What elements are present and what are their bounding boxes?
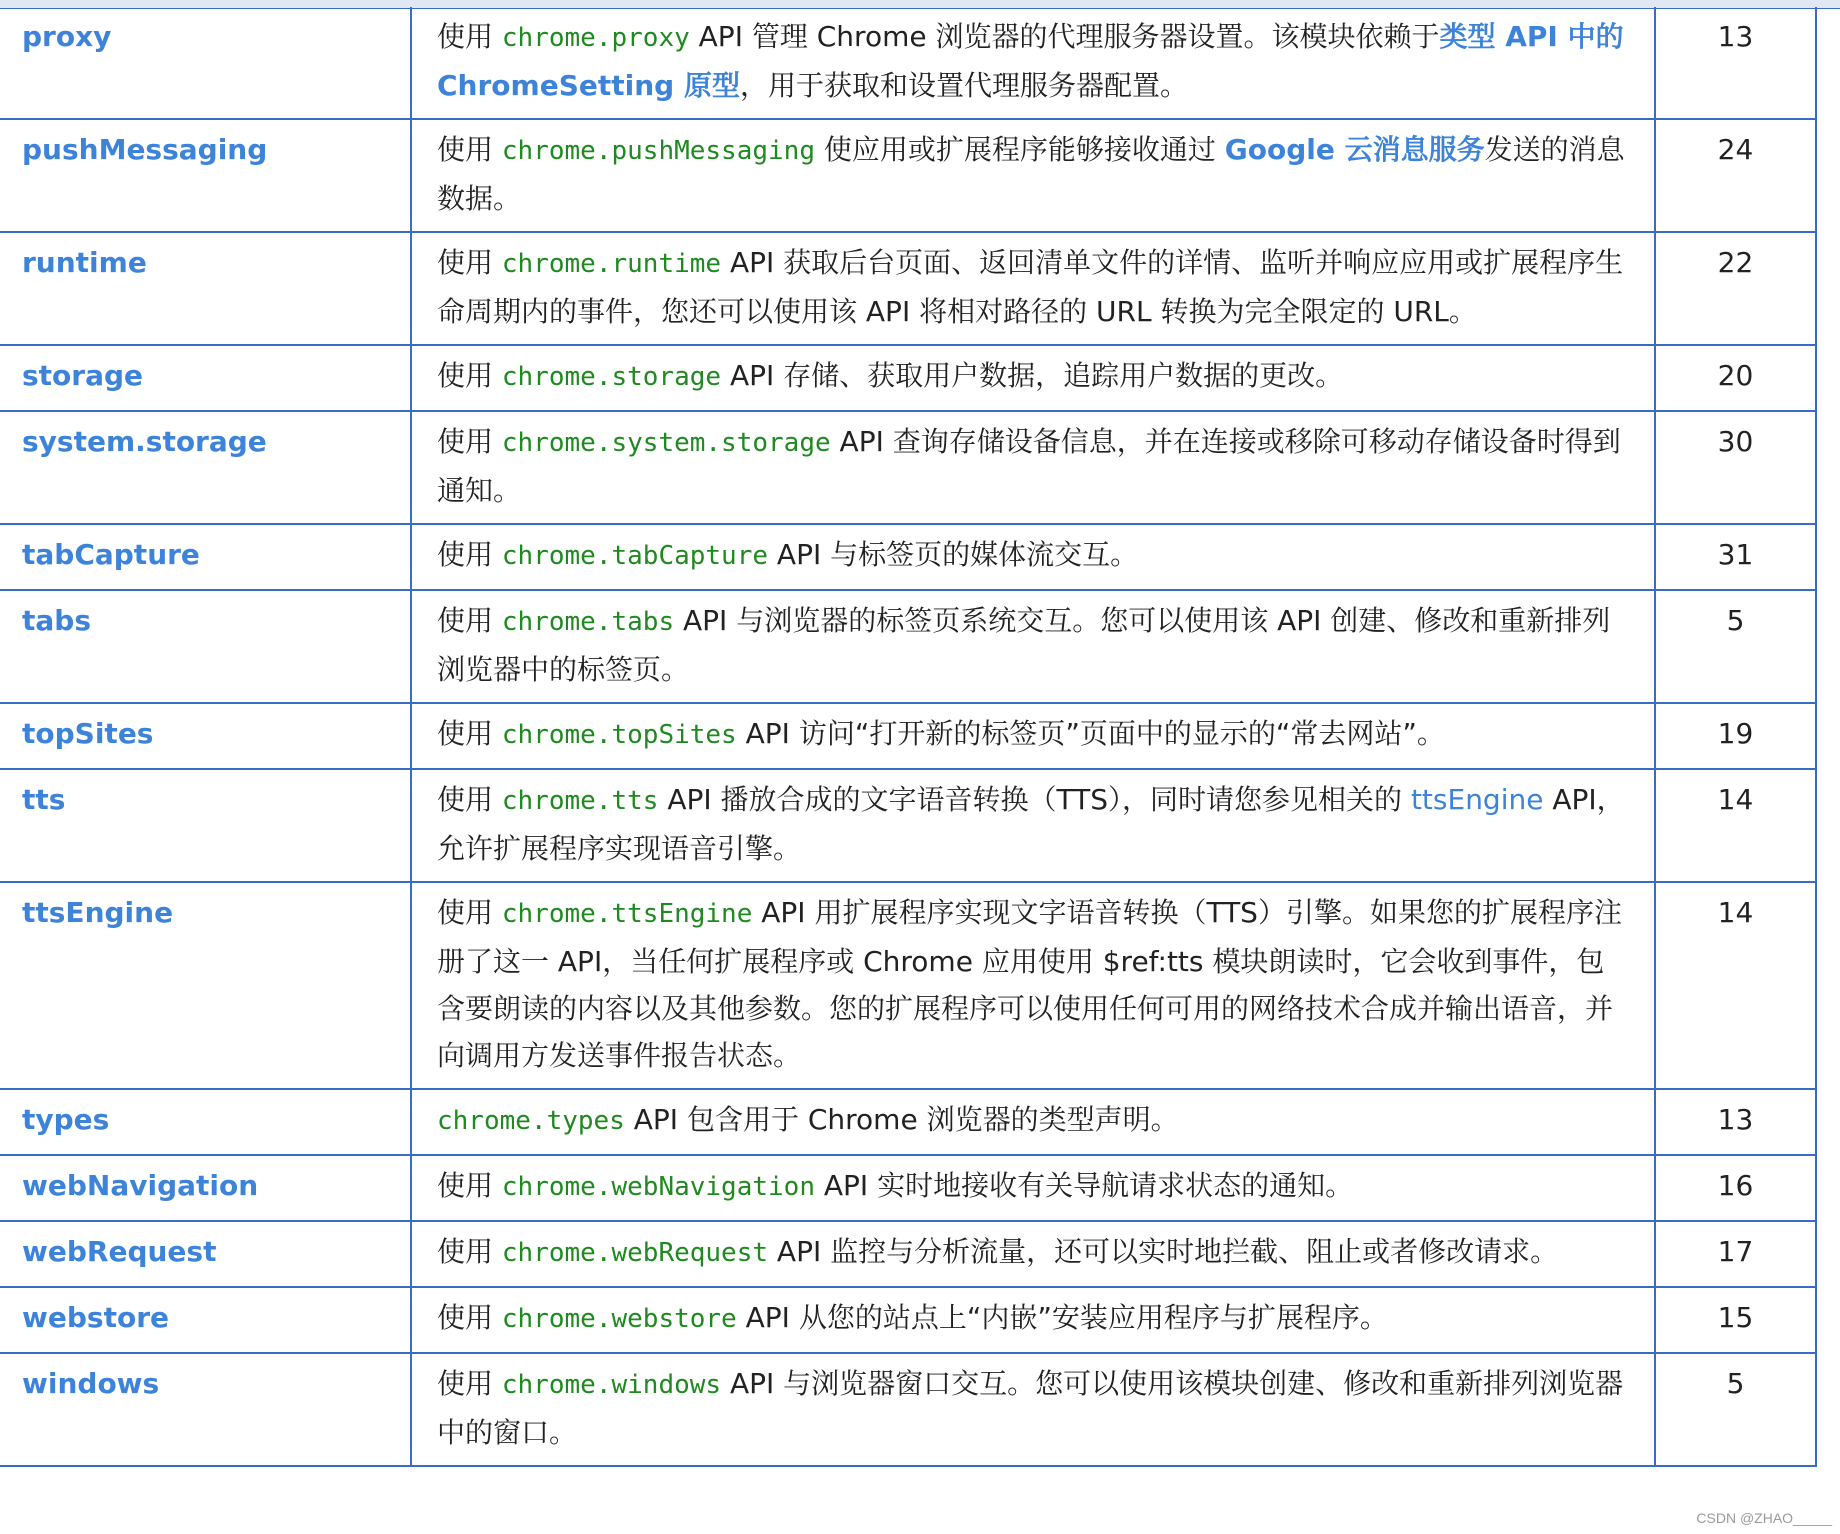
description-text: 使用 — [437, 1169, 502, 1202]
table-row — [0, 882, 1816, 1089]
description-text: API 获取后台页面、返回清单文件的详情、监听并响应应用或扩展程序生命周期内的事件，您还可以使用该 API 将相对路径的 URL 转换为完全限定的 URL。 — [437, 246, 1624, 328]
api-version-cell: 24 — [1655, 119, 1816, 232]
description-text: 使用 — [437, 246, 502, 279]
api-name-cell — [0, 1353, 411, 1466]
api-description-cell — [411, 524, 1655, 590]
api-name-cell — [0, 119, 411, 232]
api-description-cell — [411, 232, 1655, 345]
watermark: CSDN @ZHAO_____ — [1696, 1510, 1832, 1526]
api-code-name: chrome.proxy — [501, 23, 690, 53]
description-text: API 与浏览器的标签页系统交互。您可以使用该 API 创建、修改和重新排列浏览器中的标签页。 — [437, 604, 1611, 686]
api-description-cell — [411, 411, 1655, 524]
api-name-cell — [0, 882, 411, 1089]
api-description-cell — [411, 119, 1655, 232]
api-name-link[interactable]: proxy — [22, 20, 112, 53]
api-version-cell: 31 — [1655, 524, 1816, 590]
table-row — [0, 119, 1816, 232]
table-row — [0, 232, 1816, 345]
description-text: 使用 — [437, 538, 502, 571]
api-description-cell — [411, 1089, 1655, 1155]
description-text: API 与标签页的媒体流交互。 — [768, 538, 1139, 571]
api-version-cell: 30 — [1655, 411, 1816, 524]
table-row — [0, 1089, 1816, 1155]
description-text: API 包含用于 Chrome 浏览器的类型声明。 — [624, 1103, 1179, 1136]
description-text: 使应用或扩展程序能够接收通过 — [814, 133, 1225, 166]
api-code-name: chrome.system.storage — [501, 428, 831, 458]
api-version-cell: 15 — [1655, 1287, 1816, 1353]
table-row — [0, 703, 1816, 769]
description-text: 使用 — [437, 20, 502, 53]
api-version-cell: 14 — [1655, 769, 1816, 882]
api-name-cell — [0, 524, 411, 590]
description-link[interactable]: 类型 API 中的 ChromeSetting 原型 — [437, 20, 1624, 102]
api-description-cell — [411, 1155, 1655, 1221]
table-row — [0, 411, 1816, 524]
api-code-name: chrome.tabCapture — [501, 541, 769, 571]
api-name-cell — [0, 232, 411, 345]
api-name-link[interactable]: webstore — [22, 1301, 169, 1334]
api-table — [0, 7, 1817, 1467]
table-row — [0, 1221, 1816, 1287]
description-link[interactable]: ttsEngine — [1410, 783, 1544, 816]
api-version-cell: 16 — [1655, 1155, 1816, 1221]
api-name-cell — [0, 345, 411, 411]
api-name-cell — [0, 1221, 411, 1287]
description-text: 使用 — [437, 783, 502, 816]
table-row — [0, 1287, 1816, 1353]
api-code-name: chrome.tts — [501, 786, 659, 816]
table-row — [0, 769, 1816, 882]
api-name-cell — [0, 769, 411, 882]
description-text: 发送的消息数据。 — [437, 133, 1625, 215]
description-text: 使用 — [437, 604, 502, 637]
api-name-link[interactable]: storage — [22, 359, 144, 392]
api-name-link[interactable]: tts — [22, 783, 66, 816]
api-name-cell — [0, 1287, 411, 1353]
api-description-cell — [411, 590, 1655, 703]
api-name-cell — [0, 1155, 411, 1221]
api-version-cell: 19 — [1655, 703, 1816, 769]
api-name-link[interactable]: pushMessaging — [22, 133, 268, 166]
description-text: API 实时地接收有关导航请求状态的通知。 — [814, 1169, 1354, 1202]
table-row — [0, 590, 1816, 703]
api-name-link[interactable]: ttsEngine — [22, 896, 174, 929]
api-name-cell — [0, 703, 411, 769]
api-name-link[interactable]: tabCapture — [22, 538, 200, 571]
api-version-cell: 22 — [1655, 232, 1816, 345]
api-description-cell — [411, 769, 1655, 882]
table-row — [0, 1155, 1816, 1221]
api-description-cell — [411, 703, 1655, 769]
description-text: 使用 — [437, 717, 502, 750]
api-description-cell — [411, 882, 1655, 1089]
api-code-name: chrome.pushMessaging — [501, 136, 815, 166]
api-description-cell — [411, 345, 1655, 411]
api-name-link[interactable]: types — [22, 1103, 110, 1136]
api-version-cell: 13 — [1655, 7, 1816, 119]
api-code-name: chrome.storage — [501, 362, 722, 392]
api-code-name: chrome.ttsEngine — [501, 899, 753, 929]
api-version-cell: 5 — [1655, 590, 1816, 703]
description-text: API 管理 Chrome 浏览器的代理服务器设置。该模块依赖于 — [689, 20, 1440, 53]
description-text: 使用 — [437, 1367, 502, 1400]
api-description-cell — [411, 1353, 1655, 1466]
description-text: API 播放合成的文字语音转换（TTS），同时请您参见相关的 — [658, 783, 1411, 816]
description-text: 使用 — [437, 359, 502, 392]
description-link[interactable]: Google 云消息服务 — [1224, 133, 1485, 166]
api-name-link[interactable]: webNavigation — [22, 1169, 259, 1202]
description-text: ，用于获取和设置代理服务器配置。 — [739, 69, 1188, 102]
description-text: 使用 — [437, 133, 502, 166]
api-name-link[interactable]: topSites — [22, 717, 154, 750]
api-version-cell: 14 — [1655, 882, 1816, 1089]
api-name-link[interactable]: tabs — [22, 604, 91, 637]
api-name-cell — [0, 7, 411, 119]
description-text: API 从您的站点上“内嵌”安装应用程序与扩展程序。 — [736, 1301, 1388, 1334]
table-row — [0, 7, 1816, 119]
api-name-cell — [0, 1089, 411, 1155]
api-code-name: chrome.types — [437, 1106, 625, 1136]
table-row — [0, 345, 1816, 411]
table-row — [0, 1353, 1816, 1466]
api-code-name: chrome.windows — [501, 1370, 722, 1400]
api-version-cell: 20 — [1655, 345, 1816, 411]
description-text: API 监控与分析流量，还可以实时地拦截、阻止或者修改请求。 — [768, 1235, 1559, 1268]
api-name-cell — [0, 590, 411, 703]
description-text: 使用 — [437, 896, 502, 929]
description-text: 使用 — [437, 425, 502, 458]
api-version-cell: 17 — [1655, 1221, 1816, 1287]
api-description-cell — [411, 1287, 1655, 1353]
api-table-body — [0, 7, 1816, 1466]
api-version-cell: 13 — [1655, 1089, 1816, 1155]
table-row — [0, 524, 1816, 590]
api-description-cell — [411, 1221, 1655, 1287]
description-text: API 用扩展程序实现文字语音转换（TTS）引擎。如果您的扩展程序注册了这一 API，当任何扩展程序或 Chrome 应用使用 $ref:tts 模块朗读时，它会收到事件，包含要朗读的内容以及其他参数。您的扩展程序可以使用任何可用的网络技术合成并输出语音，并向调用方发送事件报告状态。 — [437, 896, 1622, 1072]
description-text: 使用 — [437, 1301, 502, 1334]
api-code-name: chrome.runtime — [501, 249, 722, 279]
api-code-name: chrome.webRequest — [501, 1238, 769, 1268]
description-text: API 存储、获取用户数据，追踪用户数据的更改。 — [721, 359, 1344, 392]
api-code-name: chrome.topSites — [501, 720, 737, 750]
api-code-name: chrome.webstore — [501, 1304, 737, 1334]
api-name-cell — [0, 411, 411, 524]
api-code-name: chrome.webNavigation — [501, 1172, 815, 1202]
api-description-cell — [411, 7, 1655, 119]
description-text: API，允许扩展程序实现语音引擎。 — [437, 783, 1625, 865]
api-version-cell: 5 — [1655, 1353, 1816, 1466]
description-text: API 查询存储设备信息，并在连接或移除可移动存储设备时得到通知。 — [437, 425, 1621, 507]
description-text: API 访问“打开新的标签页”页面中的显示的“常去网站”。 — [736, 717, 1445, 750]
api-name-link[interactable]: windows — [22, 1367, 160, 1400]
api-name-link[interactable]: system.storage — [22, 425, 267, 458]
api-name-link[interactable]: webRequest — [22, 1235, 217, 1268]
description-text: API 与浏览器窗口交互。您可以使用该模块创建、修改和重新排列浏览器中的窗口。 — [437, 1367, 1624, 1449]
api-name-link[interactable]: runtime — [22, 246, 147, 279]
description-text: 使用 — [437, 1235, 502, 1268]
api-code-name: chrome.tabs — [501, 607, 675, 637]
